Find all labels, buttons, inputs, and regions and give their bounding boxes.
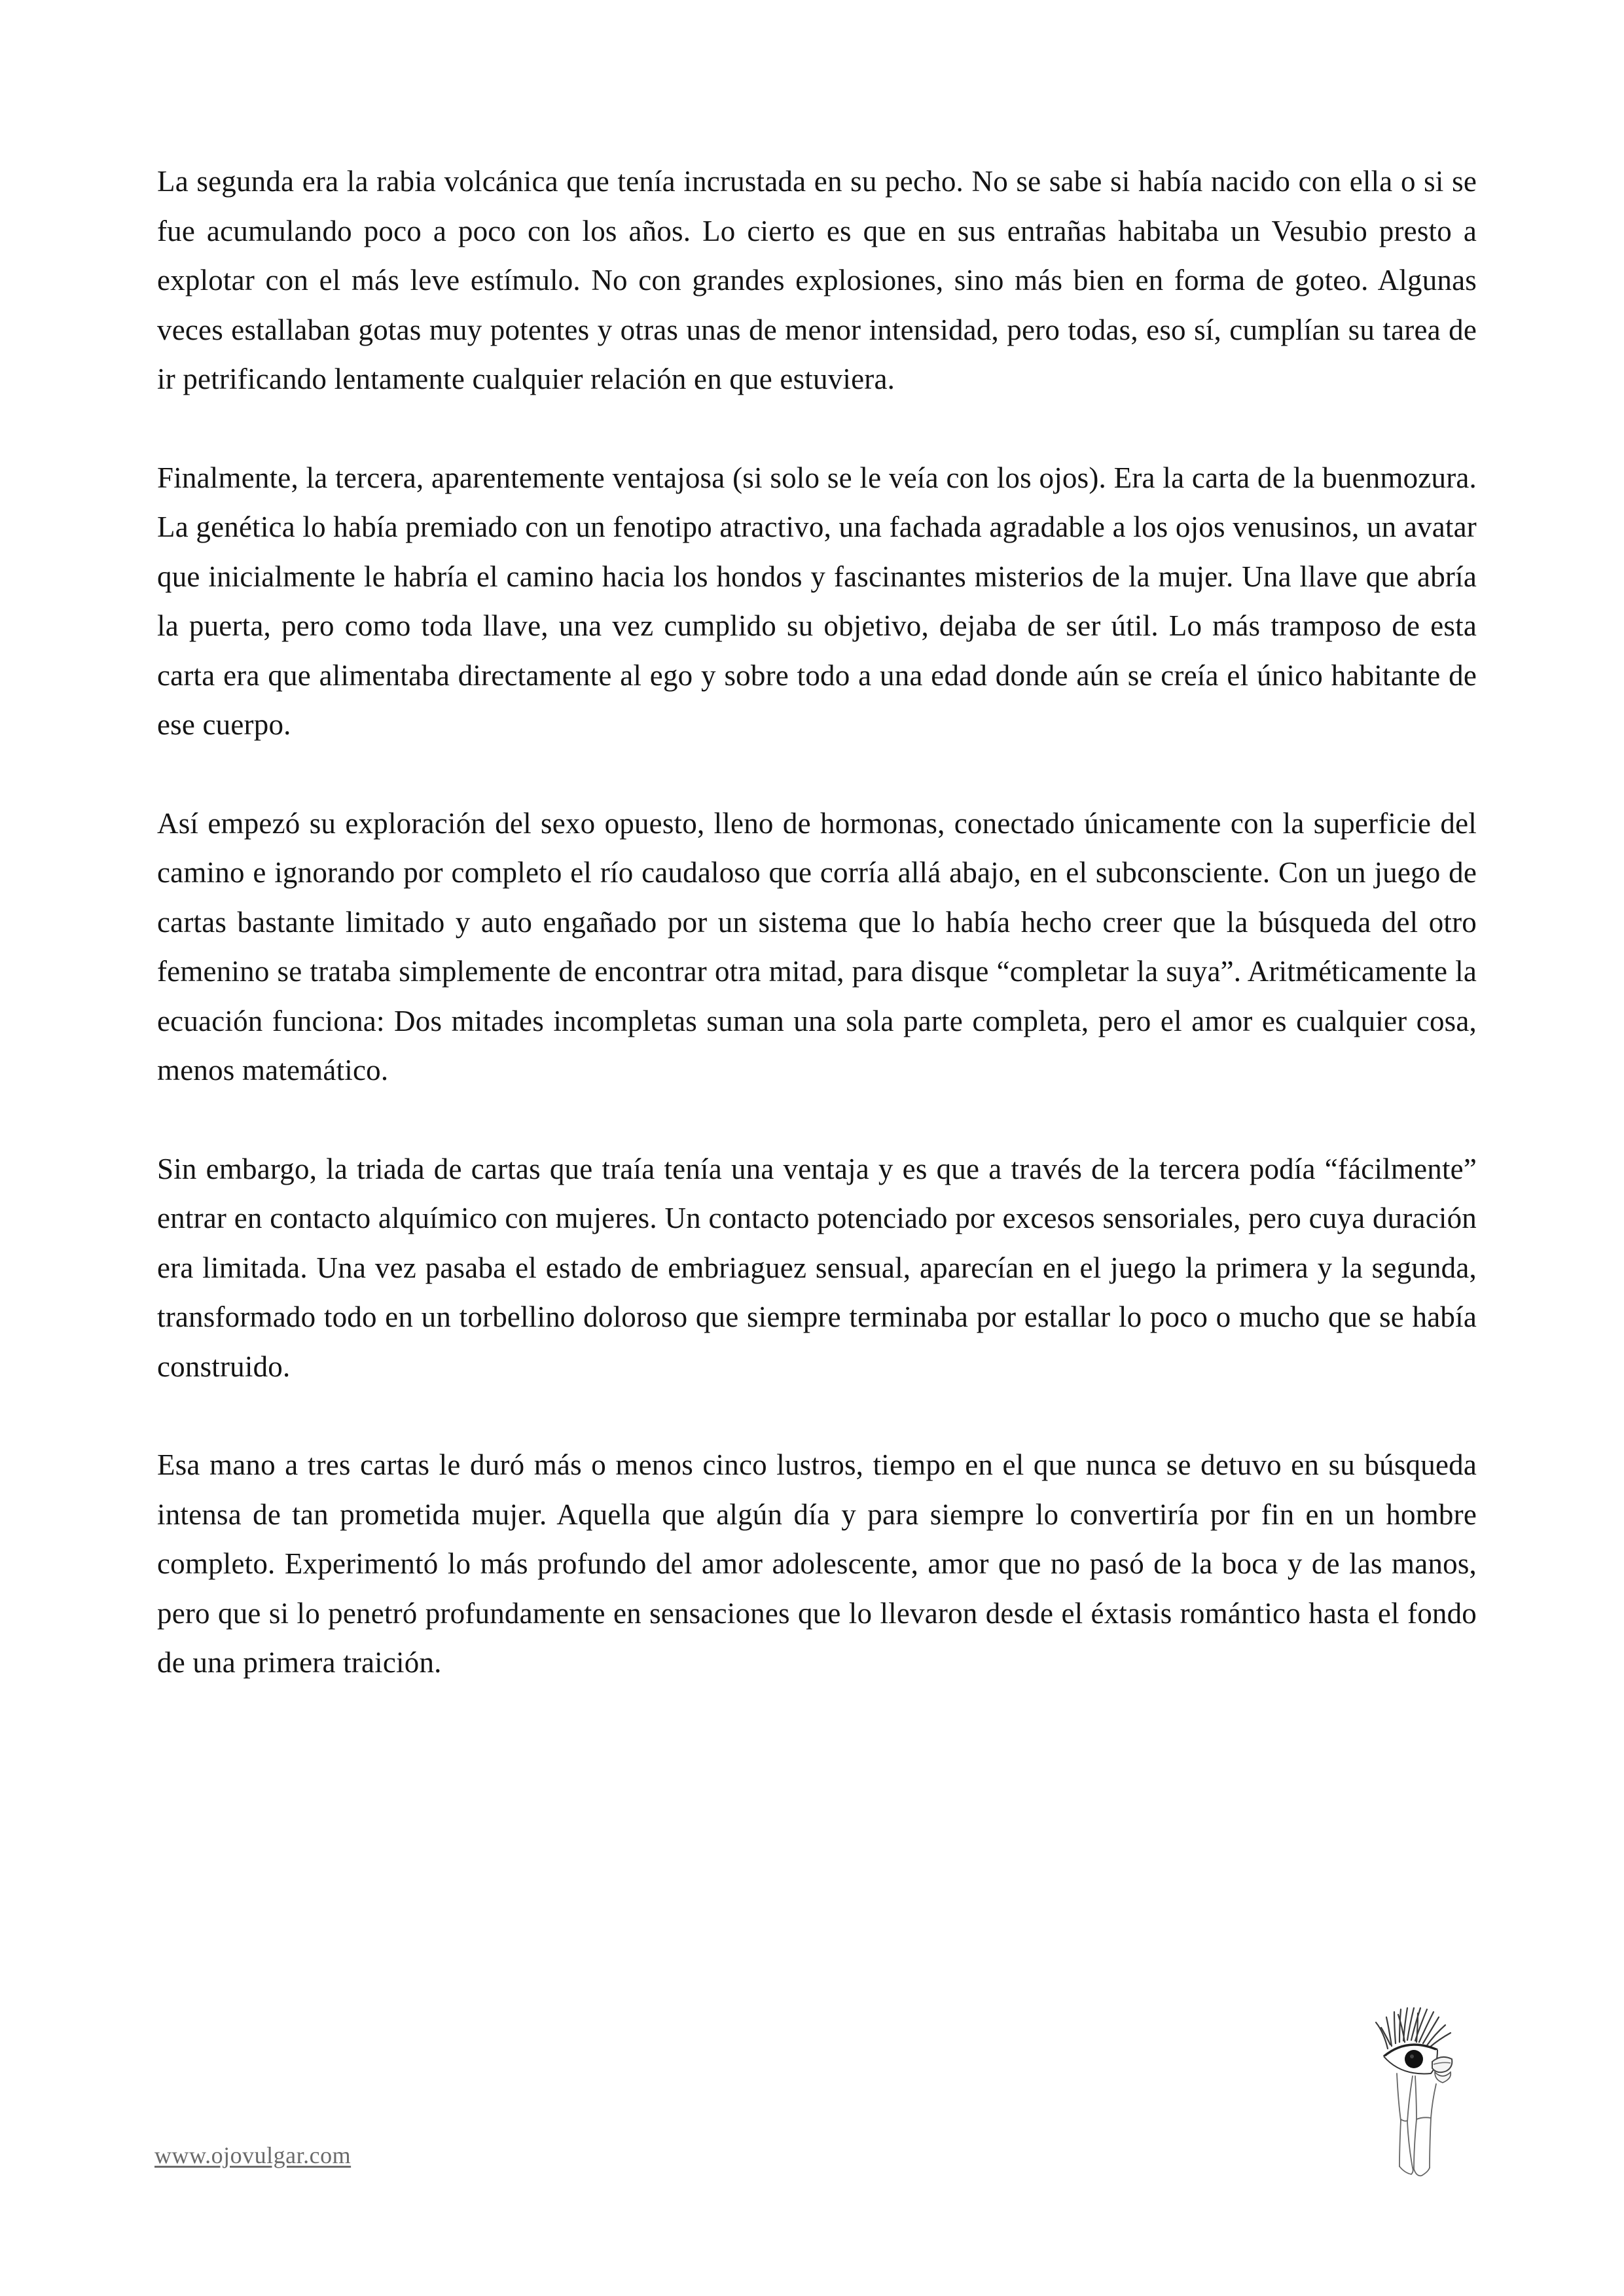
- paragraph-3: Así empezó su exploración del sexo opuesto, lleno de hormonas, conectado únicamente con la superficie del camino e ignorando por completo el río caudaloso que corría allá abajo, en el subconsciente. Con un juego de cartas bastante limitado y auto engañado por un sistema que lo había hecho creer que la búsqueda del otro femenino se trataba simplemente de encontrar otra mitad, para disque “completar la suya”. Aritméticamente la ecuación funciona: Dos mitades incompletas suman una sola parte completa, pero el amor es cualquier cosa, menos matemático.: [157, 806, 1477, 1086]
- eye-creature-with-legs-icon: [1375, 2003, 1479, 2186]
- paragraph-5: Esa mano a tres cartas le duró más o menos cinco lustros, tiempo en el que nunca se detuvo en su búsqueda intensa de tan prometida mujer. Aquella que algún día y para siempre lo convertiría por fin en un hombre completo. Experimentó lo más profundo del amor adolescente, amor que no pasó de la boca y de las manos, pero que si lo penetró profundamente en sensaciones que lo llevaron desde el éxtasis romántico hasta el fondo de una primera traición.: [157, 1448, 1477, 1679]
- paragraph-1: La segunda era la rabia volcánica que tenía incrustada en su pecho. No se sabe si había nacido con ella o si se fue acumulando poco a poco con los años. Lo cierto es que en sus entrañas habitaba un Vesubio presto a explotar con el más leve estímulo. No con grandes explosiones, sino más bien en forma de goteo. Algunas veces estallaban gotas muy potentes y otras unas de menor intensidad, pero todas, eso sí, cumplían su tarea de ir petrificando lentamente cualquier relación en que estuviera.: [157, 165, 1477, 395]
- paragraph-4: Sin embargo, la triada de cartas que traía tenía una ventaja y es que a través de la tercera podía “fácilmente” entrar en contacto alquímico con mujeres. Un contacto potenciado por excesos sensoriales, pero cuya duración era limitada. Una vez pasaba el estado de embriaguez sensual, aparecían en el juego la primera y la segunda, transformado todo en un torbellino doloroso que siempre terminaba por estallar lo poco o mucho que se había construido.: [157, 1152, 1477, 1383]
- document-body: [157, 157, 1477, 1737]
- paragraph-2: Finalmente, la tercera, aparentemente ventajosa (si solo se le veía con los ojos). Era la carta de la buenmozura. La genética lo había premiado con un fenotipo atractivo, una fachada agradable a los ojos venusinos, un avatar que inicialmente le habría el camino hacia los hondos y fascinantes misterios de la mujer. Una llave que abría la puerta, pero como toda llave, una vez cumplido su objetivo, dejaba de ser útil. Lo más tramposo de esta carta era que alimentaba directamente al ego y sobre todo a una edad donde aún se creía el único habitante de ese cuerpo.: [157, 461, 1477, 741]
- website-link[interactable]: www.ojovulgar.com: [154, 2142, 352, 2168]
